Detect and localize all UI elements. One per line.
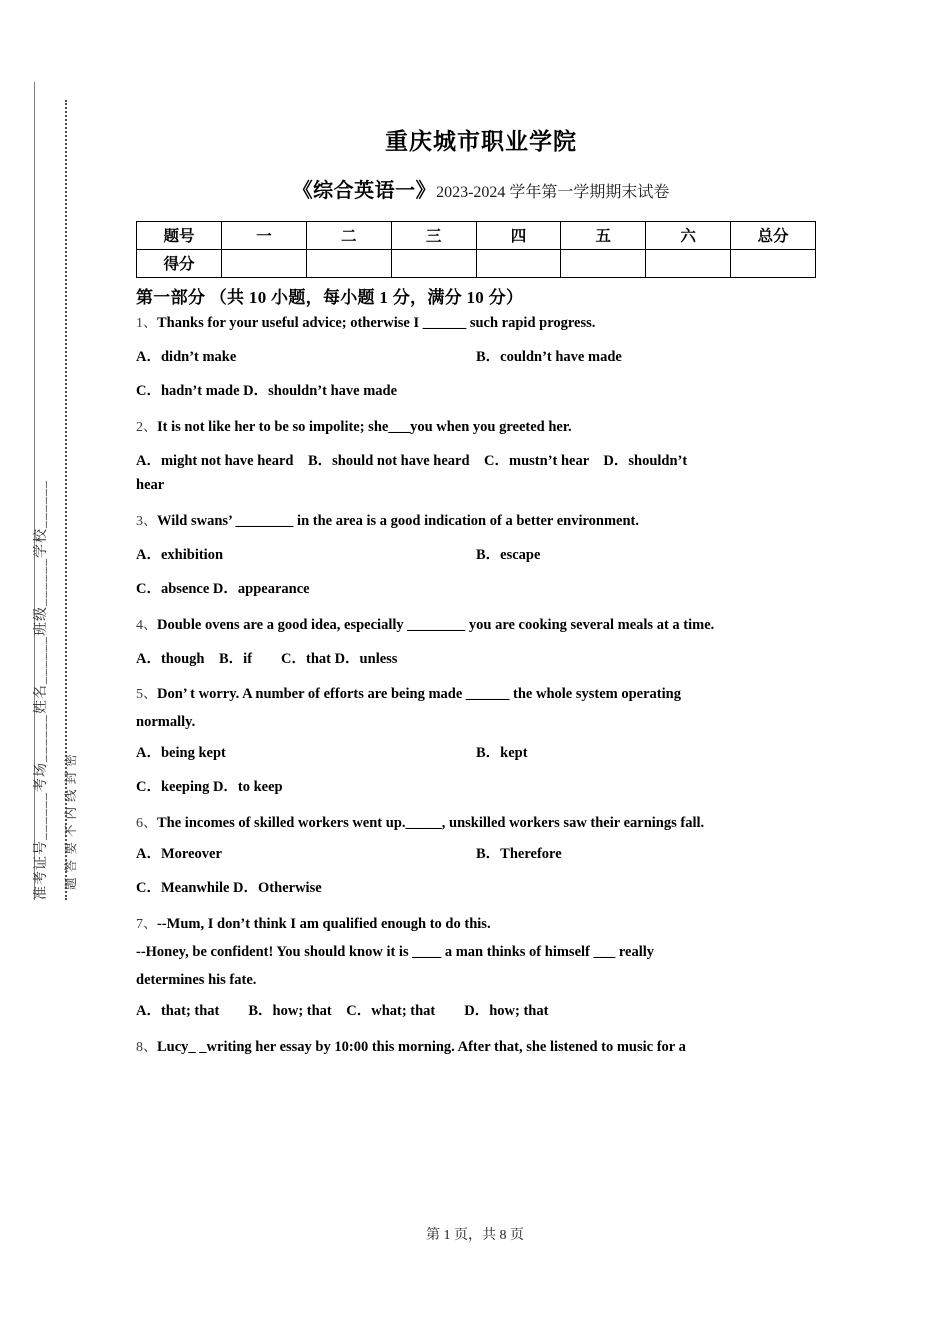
question-5-options-cd[interactable]: C．keeping D．to keep [136,779,283,796]
question-8 [136,1036,826,1060]
question-5-option-a[interactable]: A．being kept [136,745,226,762]
table-row-header [137,221,816,249]
table-row-scores [137,249,816,277]
seal-margin-area [0,0,120,1344]
score-cell-0[interactable] [222,249,307,277]
margin-seal-warning-text: 题 答 要 不 内 线 封 密 [64,753,78,890]
question-7-stem [136,913,826,937]
question-6-options-cd[interactable]: C．Meanwhile D．Otherwise [136,880,322,897]
question-5-stem [136,683,826,707]
question-7-stem-line2: --Honey, be confident! You should know it is ____ a man thinks of himself ___ really [136,943,655,960]
course-title: 《综合英语一》 [292,179,437,202]
question-1-option-b[interactable]: B．couldn’t have made [476,349,622,366]
question-6-number: 6、 [136,816,157,832]
question-7-options[interactable]: A．that; that B．how; that C．what; that D．how; that [136,1002,549,1019]
question-8-stem [136,1036,826,1060]
question-1-option-a[interactable]: A．didn’t make [136,349,237,366]
question-5-text: Don’ t worry. A number of efforts are being made ______ the whole system operating [157,686,681,703]
score-table-col-6: 总分 [731,221,816,249]
score-table-col-4: 五 [561,221,646,249]
section-heading: 第一部分 （共 10 小题，每小题 1 分，满分 10 分） [136,287,524,307]
score-cell-6[interactable] [731,249,816,277]
question-6-options-ab [136,842,826,867]
question-6-option-a[interactable]: A．Moreover [136,846,222,863]
exam-paper-body [136,0,826,1064]
question-1 [136,312,826,404]
question-3-options-cd[interactable]: C．absence D．appearance [136,580,310,597]
score-table-row-label-1: 得分 [137,249,222,277]
score-table-row-label-0: 题号 [137,221,222,249]
question-5-option-b[interactable]: B．kept [476,745,528,762]
question-7 [136,913,826,1024]
score-table-col-3: 四 [476,221,561,249]
margin-student-fields: 准考证号______考场______姓名______班级______学校______ [34,480,49,900]
question-2-options-wrap[interactable]: hear [136,476,165,493]
question-2-options[interactable]: A．might not have heard B．should not have heard C．mustn’t hear D．shouldn’t [136,452,688,469]
score-cell-1[interactable] [306,249,391,277]
score-cell-5[interactable] [646,249,731,277]
question-8-number: 8、 [136,1039,157,1055]
question-6-text: The incomes of skilled workers went up._____, unskilled workers saw their earnings fall. [157,815,705,832]
question-3 [136,510,826,602]
question-1-text: Thanks for your useful advice; otherwise I ______ such rapid progress. [157,315,596,332]
question-5-stem-wrap: normally. [136,714,196,731]
score-table [136,221,816,278]
question-4-stem [136,614,826,638]
question-5-options-ab [136,741,826,766]
question-5-number: 5、 [136,687,157,703]
question-7-number: 7、 [136,916,157,932]
question-2-text: It is not like her to be so impolite; she___you when you greeted her. [157,419,572,436]
score-table-col-0: 一 [222,221,307,249]
question-1-options-cd[interactable]: C．hadn’t made D．shouldn’t have made [136,383,398,400]
question-5 [136,683,826,800]
question-2-number: 2、 [136,420,157,436]
question-3-option-b[interactable]: B．escape [476,546,541,563]
question-6-option-b[interactable]: B．Therefore [476,846,562,863]
question-3-stem [136,510,826,534]
score-table-col-1: 二 [306,221,391,249]
score-cell-3[interactable] [476,249,561,277]
question-7-stem-line3: determines his fate. [136,971,257,988]
question-1-number: 1、 [136,316,157,332]
question-6 [136,812,826,901]
question-7-text: --Mum, I don’t think I am qualified enough to do this. [157,915,491,932]
score-cell-2[interactable] [391,249,476,277]
exam-subtitle [136,179,826,203]
question-1-stem [136,312,826,336]
score-table-col-5: 六 [646,221,731,249]
question-2 [136,416,826,498]
question-4-number: 4、 [136,617,157,633]
question-3-number: 3、 [136,513,157,529]
question-1-options-ab [136,345,826,370]
exam-term-info: 2023-2024 学年第一学期期末试卷 [436,183,670,201]
score-cell-4[interactable] [561,249,646,277]
question-3-text: Wild swans’ ________ in the area is a good indication of a better environment. [157,512,640,529]
question-2-stem [136,416,826,440]
page-footer: 第 1 页，共 8 页 [426,1228,524,1243]
question-4-options[interactable]: A．though B．if C．that D．unless [136,650,398,667]
score-table-col-2: 三 [391,221,476,249]
question-3-options-ab [136,543,826,568]
question-6-stem [136,812,826,836]
school-title: 重庆城市职业学院 [385,129,577,154]
question-4 [136,614,826,672]
question-3-option-a[interactable]: A．exhibition [136,546,224,563]
question-8-text: Lucy_ _writing her essay by 10:00 this morning. After that, she listened to music for a [157,1038,686,1055]
question-4-text: Double ovens are a good idea, especially ________ you are cooking several meals at a time. [157,616,715,633]
